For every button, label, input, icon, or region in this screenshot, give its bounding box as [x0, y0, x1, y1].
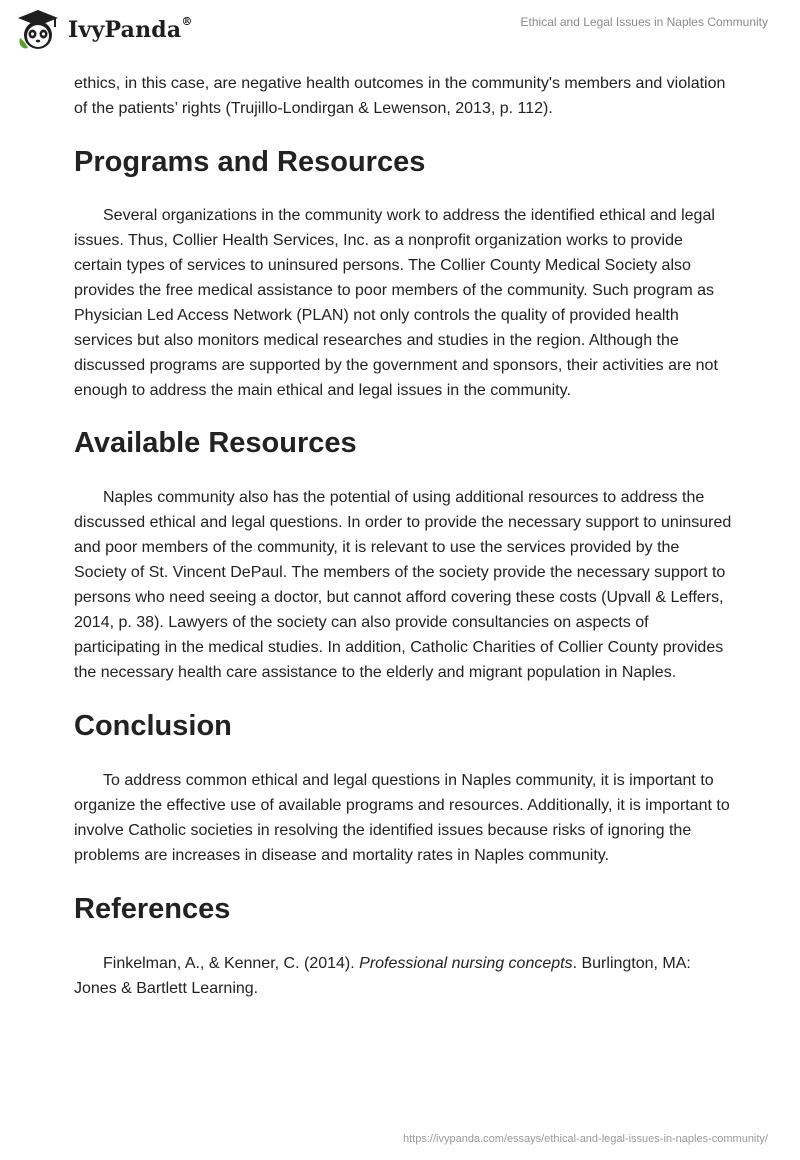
- conclusion-paragraph: To address common ethical and legal questions in Naples community, it is important to organize the effective use of available programs and resources. Additionally, it is important to involve Catholic societies in resolving the identified issues because risks of ignoring the problems are increases in disease and mortality rates in Naples community.: [74, 772, 730, 864]
- programs-paragraph: Several organizations in the community work to address the identified ethical and legal issues. Thus, Collier Health Services, Inc. as a nonprofit organization works to provide certain types of services to uninsured persons. The Collier County Medical Society also provides the free medical assistance to poor members of the community. Such program as Physician Led Access Network (PLAN) not only controls the quality of provided health services but also monitors medical researches and studies in the region. Although the discussed programs are supported by the government and sponsors, their activities are not enough to address the main ethical and legal issues in the community.: [74, 207, 718, 399]
- page-header: [0, 0, 800, 70]
- reference-authors: Finkelman, A., & Kenner, C. (2014).: [103, 955, 355, 972]
- available-heading: Available Resources: [74, 427, 357, 459]
- document-title: Ethical and Legal Issues in Naples Community: [520, 15, 768, 29]
- references-heading: References: [74, 893, 231, 925]
- available-paragraph: Naples community also has the potential of using additional resources to address the discussed ethical and legal questions. In order to provide the necessary support to uninsured and poor members of the community, it is relevant to use the services provided by the Society of St. Vincent DePaul. The members of the society provide the necessary support to persons who need seeing a doctor, but cannot afford covering these costs (Upvall & Leffers, 2014, p. 38). Lawyers of the society can also provide consultancies on aspects of participating in the medical studies. In addition, Catholic Charities of Collier County provides the necessary health care assistance to the elderly and migrant population in Naples.: [74, 489, 732, 681]
- conclusion-heading: Conclusion: [74, 710, 232, 742]
- panda-graduate-icon: [14, 8, 62, 52]
- brand-name: IvyPanda®: [68, 14, 193, 43]
- intro-paragraph: ethics, in this case, are negative health outcomes in the community's members and violation of the patients’ rights (Trujillo-Londirgan & Lewenson, 2013, p. 112).: [74, 75, 726, 117]
- source-url[interactable]: https://ivypanda.com/essays/ethical-and-legal-issues-in-naples-community/: [403, 1133, 768, 1145]
- reference-item: [74, 951, 734, 1001]
- reference-title: Professional nursing concepts: [359, 955, 573, 972]
- reference-publisher: . Burlington, MA: Jones & Bartlett Learning.: [74, 955, 691, 997]
- ivypanda-logo[interactable]: [14, 8, 193, 52]
- essay-body: [74, 71, 734, 1001]
- programs-heading: Programs and Resources: [74, 146, 426, 178]
